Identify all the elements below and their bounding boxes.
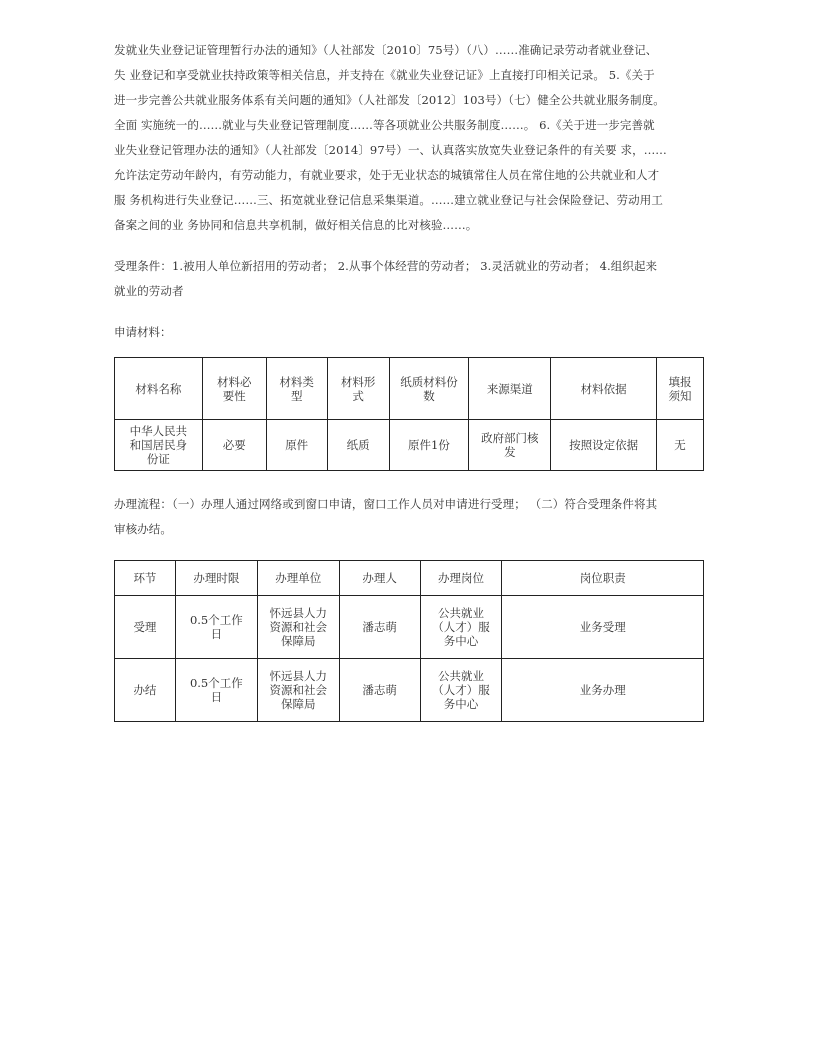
table-cell: 原件 (266, 420, 327, 471)
table-cell: 怀远县人力资源和社会保障局 (257, 659, 339, 722)
table-cell: 原件1份 (389, 420, 469, 471)
header-cell: 材料必要性 (202, 358, 266, 420)
text-line: 审核办结。 (114, 522, 172, 536)
acceptance-conditions-paragraph (114, 254, 704, 304)
document-page (114, 38, 704, 722)
table-cell: 潘志萌 (339, 596, 420, 659)
header-cell: 办理人 (339, 561, 420, 596)
table-row (115, 659, 704, 722)
header-cell: 材料类型 (266, 358, 327, 420)
text-line: 服 务机构进行失业登记……三、拓宽就业登记信息采集渠道。……建立就业登记与社会保险登记、劳动用工 (114, 193, 663, 207)
header-cell: 填报须知 (656, 358, 703, 420)
table-cell: 政府部门核发 (469, 420, 551, 471)
table-row (115, 596, 704, 659)
process-table (114, 560, 704, 722)
table-cell: 必要 (202, 420, 266, 471)
table-cell: 纸质 (327, 420, 389, 471)
text-line: 业失业登记管理办法的通知》（人社部发〔2014〕97号）一、认真落实放宽失业登记条件的有关要 求，…… (114, 143, 667, 157)
table-cell: 业务办理 (502, 659, 704, 722)
header-cell: 纸质材料份数 (389, 358, 469, 420)
text-line: 备案之间的业 务协同和信息共享机制，做好相关信息的比对核验……。 (114, 218, 478, 232)
text-line: 全面 实施统一的……就业与失业登记管理制度……等各项就业公共服务制度……。 6.《关于进一步完善就 (114, 118, 655, 132)
text-line: 发就业失业登记证管理暂行办法的通知》（人社部发〔2010〕75号）（八）……准确记录劳动者就业登记、 (114, 43, 658, 57)
header-cell: 办理时限 (175, 561, 257, 596)
table-cell: 业务受理 (502, 596, 704, 659)
header-cell: 材料形式 (327, 358, 389, 420)
header-cell: 办理岗位 (420, 561, 502, 596)
text-line: 允许法定劳动年龄内，有劳动能力，有就业要求，处于无业状态的城镇常住人员在常住地的公共就业和人才 (114, 168, 660, 182)
table-cell: 按照设定依据 (551, 420, 657, 471)
text-line: 失 业登记和享受就业扶持政策等相关信息，并支持在《就业失业登记证》上直接打印相关记录。 5.《关于 (114, 68, 655, 82)
table-header-row (115, 561, 704, 596)
table-cell: 办结 (115, 659, 176, 722)
table-cell: 0.5个工作日 (175, 659, 257, 722)
header-cell: 岗位职责 (502, 561, 704, 596)
text-line: 办理流程：（一）办理人通过网络或到窗口申请，窗口工作人员对申请进行受理； （二）符合受理条件将其 (114, 497, 658, 511)
table-row (115, 420, 704, 471)
table-cell: 0.5个工作日 (175, 596, 257, 659)
table-header-row (115, 358, 704, 420)
header-cell: 环节 (115, 561, 176, 596)
header-cell: 材料依据 (551, 358, 657, 420)
table-cell: 受理 (115, 596, 176, 659)
materials-label: 申请材料： (114, 325, 172, 339)
table-cell: 无 (656, 420, 703, 471)
table-cell: 公共就业（人才）服务中心 (420, 596, 502, 659)
text-line: 受理条件：1.被用人单位新招用的劳动者； 2.从事个体经营的劳动者； 3.灵活就业的劳动者； 4.组织起来 (114, 259, 658, 273)
materials-table (114, 357, 704, 471)
text-line: 就业的劳动者 (114, 284, 184, 298)
table-cell: 公共就业（人才）服务中心 (420, 659, 502, 722)
header-cell: 材料名称 (115, 358, 203, 420)
table-cell: 潘志萌 (339, 659, 420, 722)
policy-basis-paragraph (114, 38, 704, 238)
process-paragraph (114, 492, 704, 542)
table-cell: 怀远县人力资源和社会保障局 (257, 596, 339, 659)
header-cell: 来源渠道 (469, 358, 551, 420)
table-cell: 中华人民共和国居民身份证 (115, 420, 203, 471)
header-cell: 办理单位 (257, 561, 339, 596)
text-line: 进一步完善公共就业服务体系有关问题的通知》（人社部发〔2012〕103号）（七）健全公共就业服务制度。 (114, 93, 665, 107)
